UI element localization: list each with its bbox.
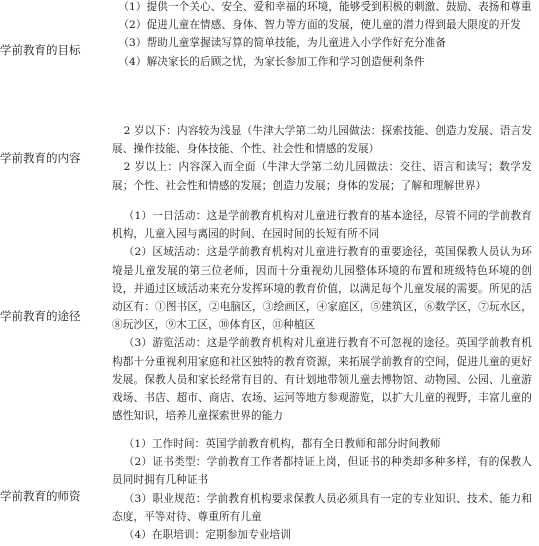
section-content (112, 122, 532, 195)
paragraph: （3）帮助儿童掌握读写算的简单技能，为儿童进入小学作好充分准备 (118, 37, 447, 50)
section-teachers (0, 436, 539, 546)
section-content-topic (0, 118, 539, 198)
paragraph: （4）在职培训：定期参加专业培训 (123, 529, 291, 542)
paragraph: （3）游览活动：这是学前教育机构对儿童进行教育不可忽视的途径。英国学前教育机构都十分重视利用家庭和社区独特的教育资源，来拓展学前教育的空间，促进儿童的更好发展。保教人员和家长经常有目的、有计划地带领儿童去博物馆、动物园、公园、儿童游戏场、书店、超市、商店、农场、运河等地方参观游览，以扩大儿童的视野，丰富儿童的感性知识，培养儿童探索世界的能力 (112, 337, 532, 423)
paragraph: （1）工作时间：英国学前教育机构，都有全日教师和部分时间教师 (123, 438, 441, 450)
section-label: 学前教育的途径 (0, 309, 81, 323)
section-content (112, 435, 532, 544)
section-label: 学前教育的师资 (0, 489, 81, 503)
section-content (112, 207, 532, 425)
paragraph: （3）职业规范：学前教育机构要求保教人员必须具有一定的专业知识、技术、能力和态度，平等对待、尊重所有儿童 (112, 492, 532, 523)
section-content (112, 0, 532, 71)
section-label: 学前教育的目标 (0, 43, 81, 57)
section-approaches (0, 210, 539, 432)
paragraph: 2 岁以上：内容深入而全面（牛津大学第二幼儿园做法：交往、语言和读写；数学发展；个性、社会性和情感的发展；创造力发展；身体的发展；了解和理解世界） (112, 161, 532, 192)
paragraph: （2）区域活动：这是学前教育机构对儿童进行教育的重要途径，英国保教人员认为环境是儿童发展的第三位老师，因而十分重视幼儿园整体环境的布置和班级特色环境的创设，并通过区域活动来充分发挥环境的教育价值，以满足每个儿童发展的需要。所见的活动区有：①图书区，②电脑区，③绘画区，④家庭区，⑤建筑区，⑥数学区，⑦玩水区，⑧玩沙区，⑨木工区，⑩体育区，⑪种植区 (112, 246, 532, 332)
paragraph: （1）一日活动：这是学前教育机构对儿童进行教育的基本途径，尽管不同的学前教育机构，儿童入园与离园的时间、在园时间的长短有所不同 (112, 210, 532, 241)
paragraph: （4）解决家长的后顾之忧，为家长参加工作和学习创造便利条件 (118, 55, 425, 68)
paragraph: （1）提供一个关心、安全、爱和幸福的环境，能够受到积极的刺激、鼓励、表扬和尊重 (118, 1, 532, 13)
section-goals (0, 0, 539, 108)
paragraph: 2 岁以下：内容较为浅显（牛津大学第二幼儿园做法：探索技能、创造力发展、语言发展、操作技能、身体技能、个性、社会性和情感的发展） (112, 125, 532, 156)
paragraph: （2）促进儿童在情感、身体、智力等方面的发展，使儿童的潜力得到最大限度的开发 (118, 19, 521, 32)
section-label: 学前教育的内容 (0, 151, 81, 165)
paragraph: （2）证书类型：学前教育工作者都持证上岗，但证书的种类却多种多样，有的保教人员同时拥有几种证书 (112, 456, 532, 487)
